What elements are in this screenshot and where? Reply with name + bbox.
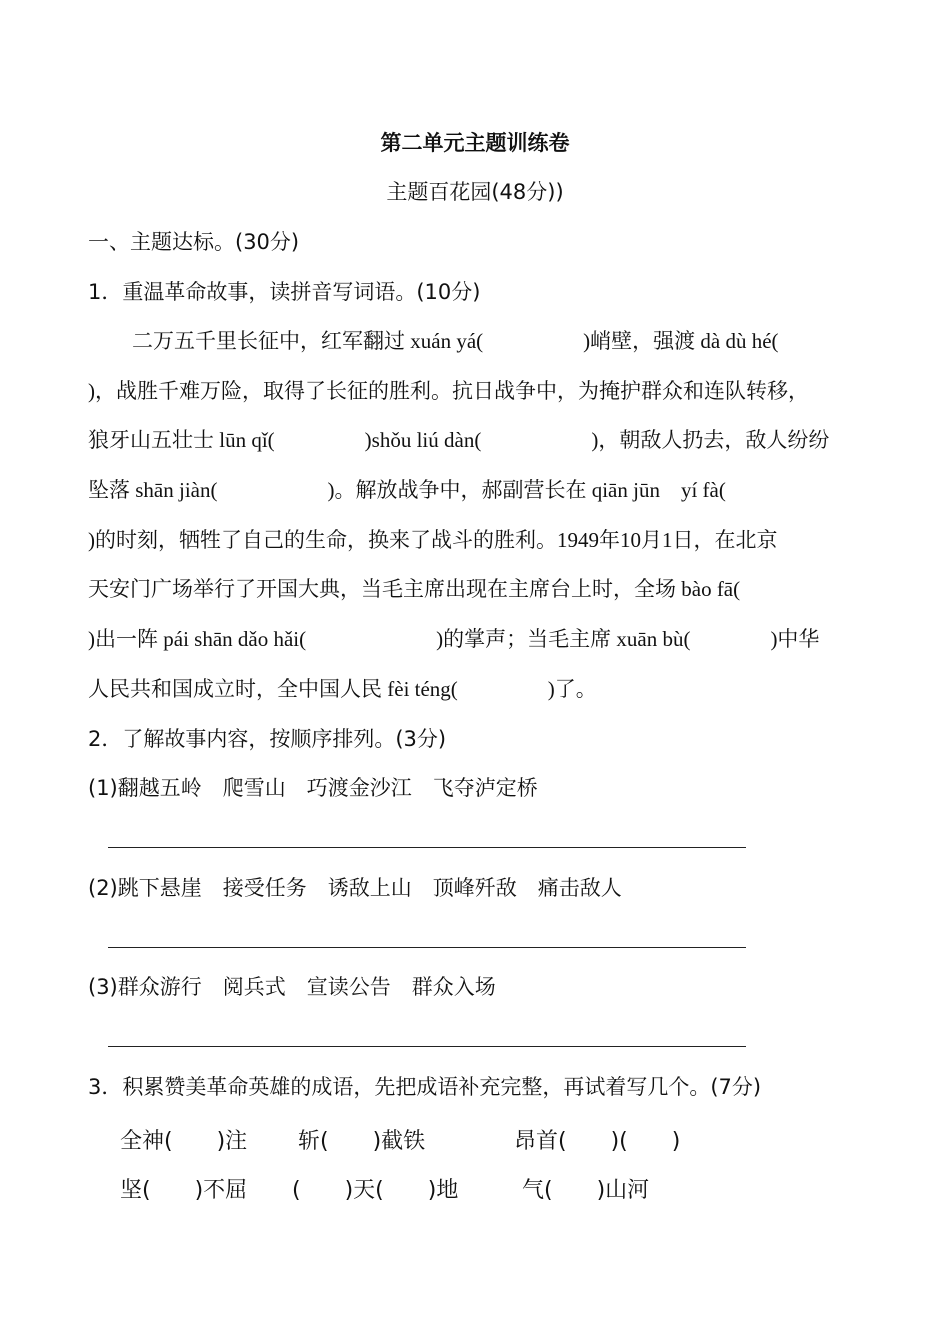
q2-item-1: (1)翻越五岭 爬雪山 巧渡金沙江 飞夺泸定桥 <box>88 776 538 800</box>
q1-line-6: 天安门广场举行了开国大典，当毛主席出现在主席台上时，全场 bào fā( <box>88 577 741 601</box>
question-1-heading: 1．重温革命故事，读拼音写词语。(10分) <box>88 280 481 304</box>
q1-line-5: )的时刻，牺牲了自己的生命，换来了战斗的胜利。1949年10月1日，在北京 <box>88 528 778 552</box>
page-title: 第二单元主题训练卷 <box>380 131 570 155</box>
question-2-heading: 2．了解故事内容，按顺序排列。(3分) <box>88 727 447 751</box>
q1-line-7: )出一阵 pái shān dǎo hǎi( )的掌声；当毛主席 xuān bù( )中华 <box>88 627 820 651</box>
idiom-item[interactable]: 坚( )不屈 <box>120 1178 248 1203</box>
q1-line-1: 二万五千里长征中，红军翻过 xuán yá( )峭壁，强渡 dà dù hé( <box>132 329 779 353</box>
idiom-item[interactable]: 气( )山河 <box>522 1178 650 1203</box>
idiom-item[interactable]: 全神( )注 <box>120 1129 248 1154</box>
page-subtitle: 主题百花园(48分)) <box>386 180 564 204</box>
idiom-item[interactable]: 斩( )截铁 <box>298 1129 426 1154</box>
q1-line-8: 人民共和国成立时，全中国人民 fèi téng( )了。 <box>88 677 597 701</box>
section-heading: 一、主题达标。(30分) <box>88 230 300 254</box>
q1-line-3: 狼牙山五壮士 lūn qǐ( )shǒu liú dàn( )，朝敌人扔去，敌人纷纷 <box>88 428 830 452</box>
q1-line-4: 坠落 shān jiàn( )。解放战争中，郝副营长在 qiān jūn yí fà( <box>88 478 726 502</box>
q2-item-3: (3)群众游行 阅兵式 宣读公告 群众入场 <box>88 975 496 999</box>
answer-line[interactable] <box>108 947 746 948</box>
answer-line[interactable] <box>108 1046 746 1047</box>
answer-line[interactable] <box>108 847 746 848</box>
idiom-item[interactable]: ( )天( )地 <box>292 1178 459 1203</box>
question-3-heading: 3．积累赞美革命英雄的成语，先把成语补充完整，再试着写几个。(7分) <box>88 1075 762 1099</box>
q1-line-2: )，战胜千难万险，取得了长征的胜利。抗日战争中，为掩护群众和连队转移， <box>88 379 809 403</box>
idiom-item[interactable]: 昂首( )( ) <box>514 1129 681 1154</box>
q2-item-2: (2)跳下悬崖 接受任务 诱敌上山 顶峰歼敌 痛击敌人 <box>88 876 622 900</box>
